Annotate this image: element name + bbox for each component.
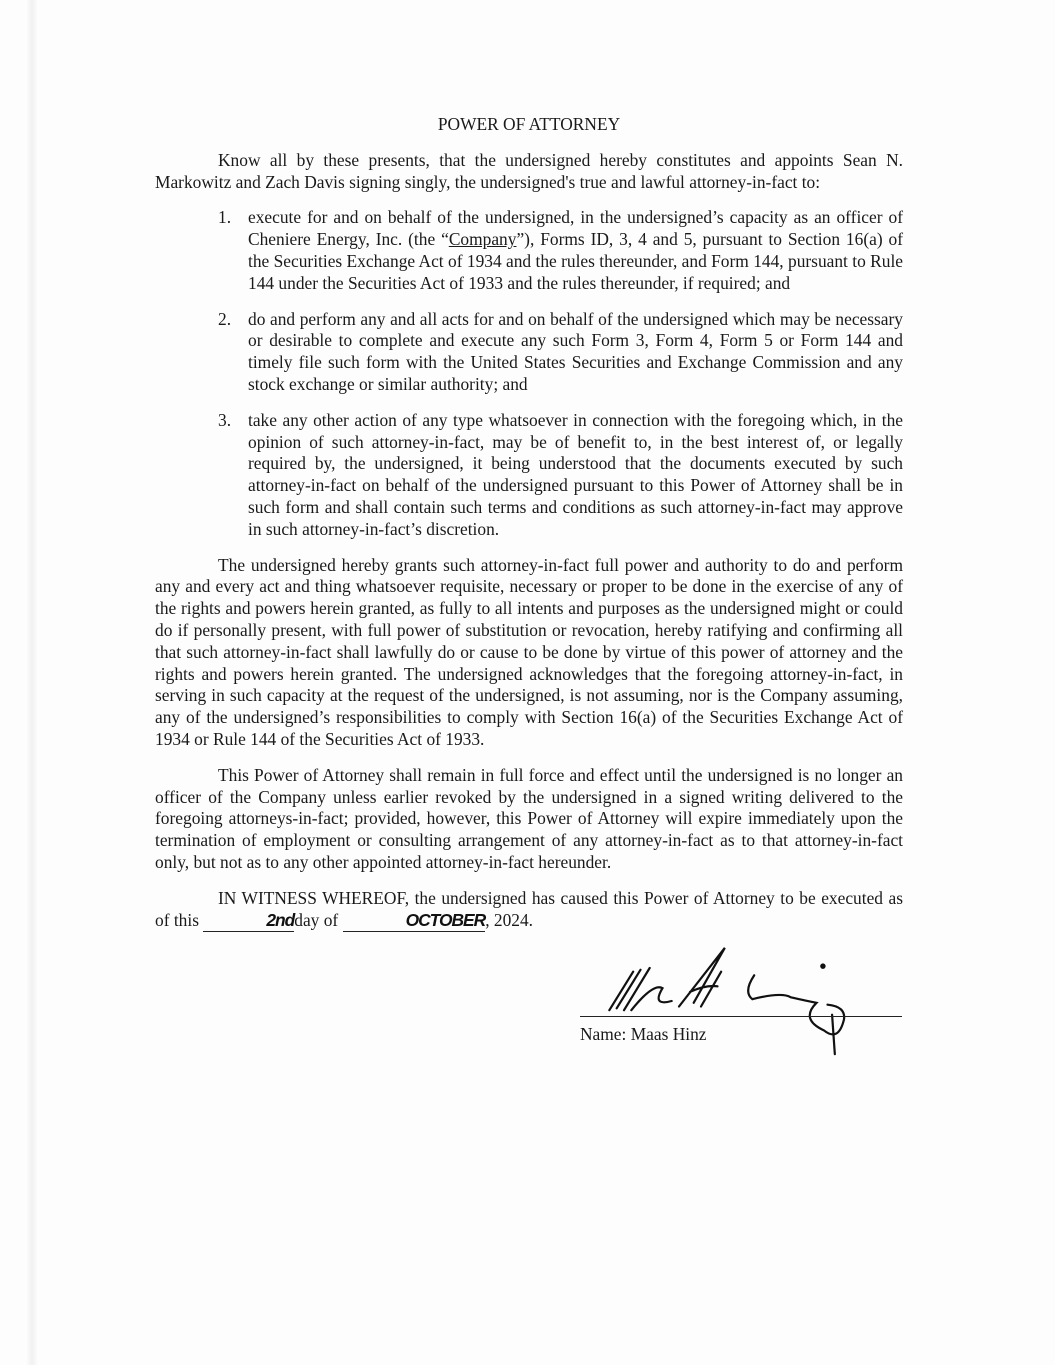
witness-text: IN WITNESS WHEREOF, the undersigned has caused this Power of Attorney to be executed as of this: [155, 887, 903, 930]
item-text: do and perform any and all acts for and on behalf of the undersigned which may be necessary or desirable to complete and execute any such Form 3, Form 4, Form 5 or Form 144 and timely file such form with the United States Securities and Exchange Commission and any stock exchange or similar authority; and: [248, 308, 903, 394]
item-text: take any other action of any type whatsoever in connection with the foregoing which, in the opinion of such attorney-in-fact, may be of benefit to, in the best interest of, or legally required by, the undersigned, it being understood that the documents executed by such attorney-in-fact on behalf of the undersigned pursuant to this Power of Attorney shall be in such form and shall contain such terms and conditions as such attorney-in-fact may approve in such attorney-in-fact’s discretion.: [248, 409, 903, 539]
signatory-name: Name: Maas Hinz: [580, 1024, 707, 1045]
document-title: POWER OF ATTORNEY: [437, 114, 621, 134]
term-paragraph: This Power of Attorney shall remain in full force and effect until the undersigned is no longer an officer of the Company unless earlier revoked by the undersigned in a signed writing delivered to the foregoing attorneys-in-fact; provided, however, this Power of Attorney will expire immediately upon the termination of employment or consulting arrangement of any attorney-in-fact as to that attorney-in-fact only, but not as to any other appointed attorney-in-fact hereunder.: [155, 764, 903, 872]
grant-paragraph: The undersigned hereby grants such attorney-in-fact full power and authority to do and perform any and every act and thing whatsoever requisite, necessary or proper to be done in the exercise of any of the rights and powers herein granted, as fully to all intents and purposes as the undersigned might or could do if personally present, with full power of substitution or revocation, hereby ratifying and confirming all that such attorney-in-fact shall lawfully do or cause to be done by virtue of this power of attorney and the rights and powers herein granted. The undersigned acknowledges that the foregoing attorney-in-fact, in serving in such capacity at the request of the undersigned, is not assuming, nor is the Company assuming, any of the undersigned’s responsibilities to comply with Section 16(a) of the Securities Exchange Act of 1934 or Rule 144 of the Securities Act of 1933.: [155, 554, 903, 749]
company-defined-term: Company: [448, 229, 517, 250]
item-text: ”), Forms ID, 3, 4 and 5, pursuant to Section 16(a) of the Securities Exchange Act of 1934 and the rules thereunder, and Form 144, pursuant to Rule 144 under the Securities Act of 1933 and the rules thereunder, if required; and: [248, 229, 904, 293]
list-number: 1.: [218, 207, 232, 228]
signature-block: [580, 946, 902, 1056]
scan-edge-shadow: [25, 0, 39, 1365]
document-body: [155, 0, 903, 1056]
list-number: 3.: [218, 409, 232, 430]
handwritten-day: 2nd: [266, 909, 295, 930]
year-text: , 2024.: [485, 909, 534, 930]
day-of-text: day of: [294, 909, 339, 930]
list-item-1: [218, 207, 903, 294]
intro-paragraph: Know all by these presents, that the undersigned hereby constitutes and appoints Sean N. Markowitz and Zach Davis signing singly, the undersigned's true and lawful attorney-in-fact to:: [155, 149, 903, 192]
handwritten-month: OCTOBER: [405, 909, 486, 930]
list-item-3: [218, 410, 903, 541]
list-item-2: [218, 309, 903, 396]
item-text: execute for and on behalf of the undersigned, in the undersigned’s capacity as an officer of Cheniere Energy, Inc. (the “: [248, 207, 903, 250]
list-number: 2.: [218, 308, 232, 329]
witness-paragraph: [155, 888, 903, 933]
signature-line: [580, 1016, 902, 1017]
